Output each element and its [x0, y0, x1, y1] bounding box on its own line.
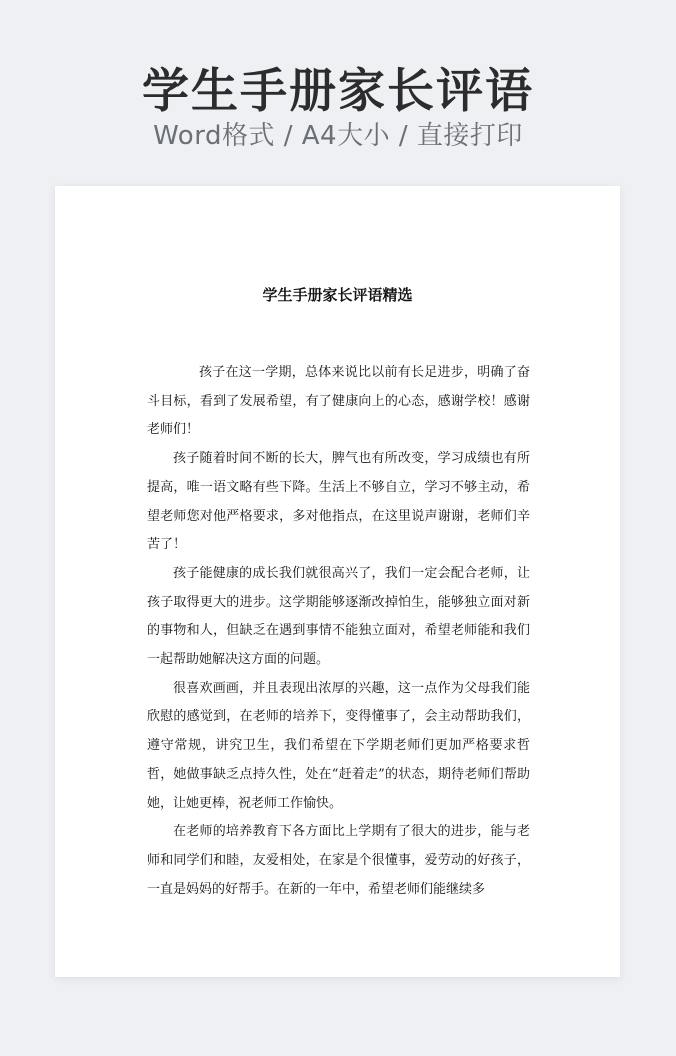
- paragraph: 在老师的培养教育下各方面比上学期有了很大的进步，能与老师和同学们和睦，友爱相处，在家是个很懂事，爱劳动的好孩子，一直是妈妈的好帮手。在新的一年中，希望老师们能继续多: [147, 824, 530, 897]
- paragraph: 孩子随着时间不断的长大，脾气也有所改变，学习成绩也有所提高，唯一语文略有些下降。生活上不够自立，学习不够主动，希望老师您对他严格要求，多对他指点，在这里说声谢谢，老师们辛苦了！: [147, 451, 530, 553]
- paragraph: 孩子能健康的成长我们就很高兴了，我们一定会配合老师，让孩子取得更大的进步。这学期能够逐渐改掉怕生，能够独立面对新的事物和人，但缺乏在遇到事情不能独立面对，希望老师能和我们一起帮助她解决这方面的问题。: [147, 565, 530, 668]
- page-title: 学生手册家长评语: [142, 64, 534, 119]
- paragraph: 孩子在这一学期，总体来说比以前有长足进步，明确了奋斗目标，看到了发展希望，有了健康向上的心态，感谢学校！感谢老师们！: [147, 365, 530, 438]
- document-title: 学生手册家长评语精选: [262, 286, 413, 304]
- document-body: [147, 359, 530, 904]
- page-subtitle: Word格式 / A4大小 / 直接打印: [153, 121, 523, 151]
- paragraph: 很喜欢画画，并且表现出浓厚的兴趣，这一点作为父母我们能欣慰的感觉到，在老师的培养下，变得懂事了，会主动帮助我们，遵守常规，讲究卫生，我们希望在下学期老师们更加严格要求哲哲，她做事缺乏点持久性，处在“赶着走”的状态，期待老师们帮助她，让她更棒，祝老师工作愉快。: [147, 680, 530, 811]
- document-page: [55, 186, 620, 977]
- header-banner: [0, 0, 676, 186]
